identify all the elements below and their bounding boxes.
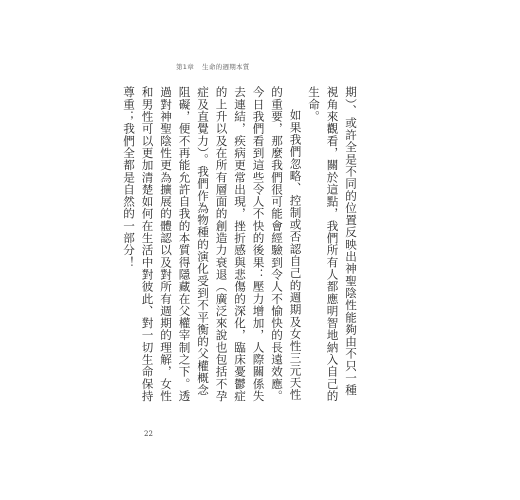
- paragraph: 如果我們忽略、控制或否認自己的週期及女性三元天性的重要，那麼我們很可能會經驗到令人不愉快的長遠效應。今日我們看到這些令人不快的後果：壓力增加，人際關係失去連結，疾病更常出現，挫折感與悲傷的深化，臨床憂鬱症的上升以及在所有層面的創造力衰退（廣泛來說也包括不孕症及直覺力）。我們作為物種的演化受到不平衡的父權概念阻礙，便不再能允許自我的本質得隱藏在父權宰制之下。透過對神聖陰性更為擴展的體認以及對所有週期的理解，女性和男性可以更加清楚如何在生活中對彼此、對一切生命保持尊重；我們全都是自然的一部分！: [122, 86, 303, 402]
- paragraph: 期）、或許全是不同的位置反映出神聖陰性能夠由不只一種視角來觀看，關於這點，我們所有人都應明智地納入自己的生命。: [307, 86, 358, 402]
- chapter-title: 生命的週期本質: [202, 63, 250, 71]
- page-number: 22: [144, 430, 153, 438]
- chapter-label: 第1章: [176, 63, 195, 71]
- body-text: [120, 86, 361, 404]
- running-head: [176, 62, 258, 71]
